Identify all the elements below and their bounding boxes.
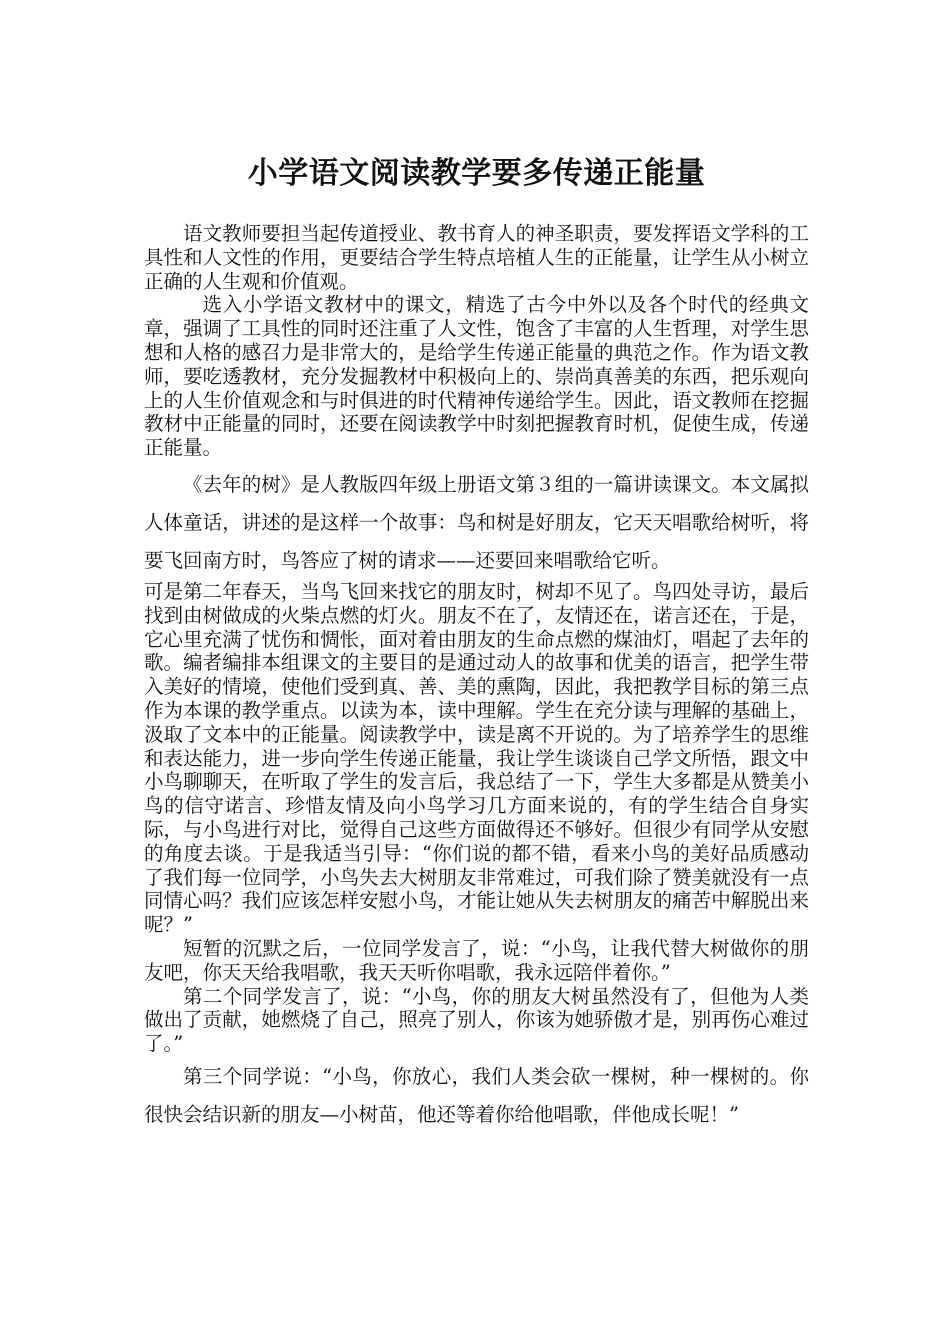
paragraph-intro: 语文教师要担当起传道授业、教书育人的神圣职责，要发挥语文学科的工具性和人文性的作用，更要结合学生特点培植人生的正能量，让学生从小树立正确的人生观和价值观。	[144, 222, 809, 293]
paragraph-second-student: 第二个同学发言了，说：“小鸟，你的朋友大树虽然没有了，但他为人类做出了贡献，她燃烧了自己，照亮了别人，你该为她骄傲才是，别再伤心难过了。”	[144, 984, 809, 1056]
paragraph-story: 《去年的树》是人教版四年级上册语文第３组的一篇讲读课文。本文属拟人体童话，讲述的是这样一个故事：鸟和树是好朋友，它天天唱歌给树听，将要飞回南方时，鸟答应了树的请求——还要回来唱歌给它听。	[144, 472, 809, 572]
document-page	[144, 0, 809, 1344]
document-title: 小学语文阅读教学要多传递正能量	[247, 156, 706, 191]
document-body	[144, 222, 809, 1134]
paragraph-textbook: 选入小学语文教材中的课文，精选了古今中外以及各个时代的经典文章，强调了工具性的同时还注重了人文性，饱含了丰富的人生哲理，对学生思想和人格的感召力是非常大的，是给学生传递正能量的典范之作。作为语文教师，要吃透教材，充分发掘教材中积极向上的、崇尚真善美的东西，把乐观向上的人生价值观念和与时俱进的时代精神传递给学生。因此，语文教师在挖掘教材中正能量的同时，还要在阅读教学中时刻把握教育时机，促使生成，传递正能量。	[144, 293, 809, 460]
paragraph-third-student: 第三个同学说：“小鸟，你放心，我们人类会砍一棵树，种一棵树的。你很快会结识新的朋友—小树苗，他还等着你给他唱歌，伴他成长呢！”	[144, 1064, 809, 1126]
paragraph-lesson: 可是第二年春天，当鸟飞回来找它的朋友时，树却不见了。鸟四处寻访，最后找到由树做成的火柴点燃的灯火。朋友不在了，友情还在，诺言还在，于是，它心里充满了忧伤和惆怅，面对着由朋友的生命点燃的煤油灯，唱起了去年的歌。编者编排本组课文的主要目的是通过动人的故事和优美的语言，把学生带入美好的情境，使他们受到真、善、美的熏陶，因此，我把教学目标的第三点作为本课的教学重点。以读为本，读中理解。学生在充分读与理解的基础上，汲取了文本中的正能量。阅读教学中，读是离不开说的。为了培养学生的思维和表达能力，进一步向学生传递正能量，我让学生谈谈自己学文所悟，跟文中小鸟聊聊天，在听取了学生的发言后，我总结了一下，学生大多都是从赞美小鸟的信守诺言、珍惜友情及向小鸟学习几方面来说的，有的学生结合自身实际，与小鸟进行对比，觉得自己这些方面做得还不够好。但很少有同学从安慰的角度去谈。于是我适当引导：“你们说的都不错，看来小鸟的美好品质感动了我们每一位同学，小鸟失去大树朋友非常难过，可我们除了赞美就没有一点同情心吗？我们应该怎样安慰小鸟，才能让她从失去树朋友的痛苦中解脱出来呢？”	[144, 579, 809, 937]
paragraph-first-student: 短暂的沉默之后，一位同学发言了，说：“小鸟，让我代替大树做你的朋友吧，你天天给我唱歌，我天天听你唱歌，我永远陪伴着你。”	[144, 936, 809, 984]
